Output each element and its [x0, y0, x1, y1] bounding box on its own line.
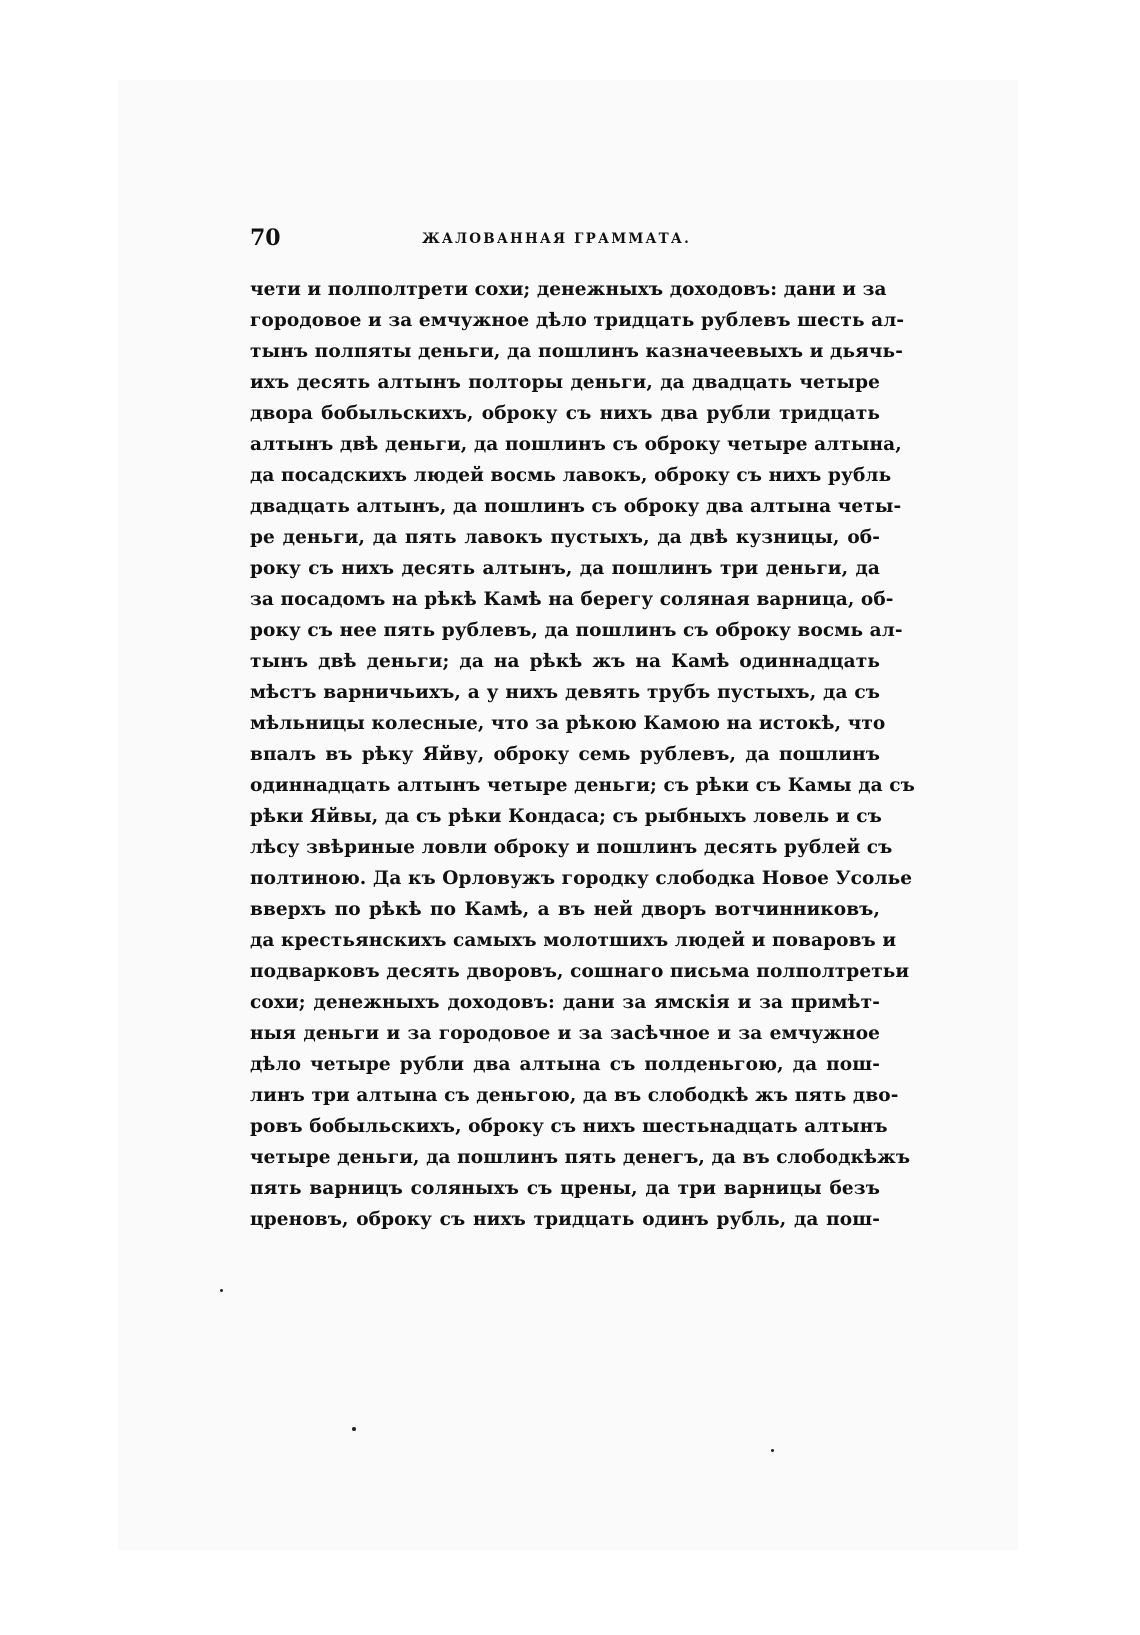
text-line: двадцать алтынъ, да пошлинъ съ оброку два алтына четы-: [250, 496, 902, 517]
text-line: мѣстъ варничьихъ, а у нихъ девять трубъ пустыхъ, да съ: [250, 682, 880, 703]
page-header: [250, 224, 880, 254]
text-line: городовое и за емчужное дѣло тридцать рублевъ шесть ал-: [250, 310, 905, 331]
text-line: сохи; денежныхъ доходовъ: дани за ямскія и за примѣт-: [250, 992, 880, 1013]
text-line: року съ нихъ десять алтынъ, да пошлинъ три деньги, да: [250, 558, 880, 579]
text-line: линъ три алтына съ деньгою, да въ слободкѣ жъ пять дво-: [250, 1085, 899, 1106]
text-line: вверхъ по рѣкѣ по Камѣ, а въ ней дворъ вотчинниковъ,: [250, 899, 880, 920]
text-line: цреновъ, оброку съ нихъ тридцать одинъ рубль, да пош-: [250, 1209, 880, 1230]
text-line: року съ нее пять рублевъ, да пошлинъ съ оброку восмь ал-: [250, 620, 903, 641]
text-line: одиннадцать алтынъ четыре деньги; съ рѣки съ Камы да съ: [250, 775, 915, 796]
text-line: пять варницъ соляныхъ съ црены, да три варницы безъ: [250, 1178, 880, 1199]
scan-speck: [771, 1449, 774, 1452]
text-line: да крестьянскихъ самыхъ молотшихъ людей и поваровъ и: [250, 930, 897, 951]
text-line: ре деньги, да пять лавокъ пустыхъ, да двѣ кузницы, об-: [250, 527, 880, 548]
text-line: чети и полполтрети сохи; денежныхъ доходовъ: дани и за: [250, 279, 887, 300]
text-line: ровъ бобыльскихъ, оброку съ нихъ шестьнадцать алтынъ: [250, 1116, 888, 1137]
text-line: тынъ двѣ деньги; да на рѣкѣ жъ на Камѣ одиннадцать: [250, 651, 880, 672]
page-number: 70: [250, 225, 281, 251]
text-line: двора бобыльскихъ, оброку съ нихъ два рубли тридцать: [250, 403, 880, 424]
text-line: полтиною. Да къ Орловужъ городку слободка Новое Усолье: [250, 868, 913, 889]
text-line: да посадскихъ людей восмь лавокъ, оброку съ нихъ рубль: [250, 465, 892, 486]
running-title: ЖАЛОВАННАЯ ГРАММАТА.: [422, 231, 692, 247]
text-line: подварковъ десять дворовъ, сошнаго письма полполтретьи: [250, 961, 910, 982]
text-line: впалъ въ рѣку Яйву, оброку семь рублевъ, да пошлинъ: [250, 744, 880, 765]
scan-speck: [220, 1289, 223, 1292]
text-line: дѣло четыре рубли два алтына съ полденьгою, да пош-: [250, 1054, 880, 1075]
text-line: ныя деньги и за городовое и за засѣчное и за емчужное: [250, 1023, 880, 1044]
text-line: ихъ десять алтынъ полторы деньги, да двадцать четыре: [250, 372, 880, 393]
body-text: [250, 274, 915, 1235]
text-line: лѣсу звѣриные ловли оброку и пошлинъ десять рублей съ: [250, 837, 893, 858]
text-line: мѣльницы колесные, что за рѣкою Камою на истокѣ, что: [250, 713, 886, 734]
scan-speck: [352, 1427, 356, 1431]
text-line: четыре деньги, да пошлинъ пять денегъ, да въ слободкѣжъ: [250, 1147, 911, 1168]
text-line: рѣки Яйвы, да съ рѣки Кондаса; съ рыбныхъ ловель и съ: [250, 806, 882, 827]
text-line: за посадомъ на рѣкѣ Камѣ на берегу соляная варница, об-: [250, 589, 894, 610]
text-line: тынъ полпяты деньги, да пошлинъ казначеевыхъ и дьячь-: [250, 341, 903, 362]
text-line: алтынъ двѣ деньги, да пошлинъ съ оброку четыре алтына,: [250, 434, 902, 455]
